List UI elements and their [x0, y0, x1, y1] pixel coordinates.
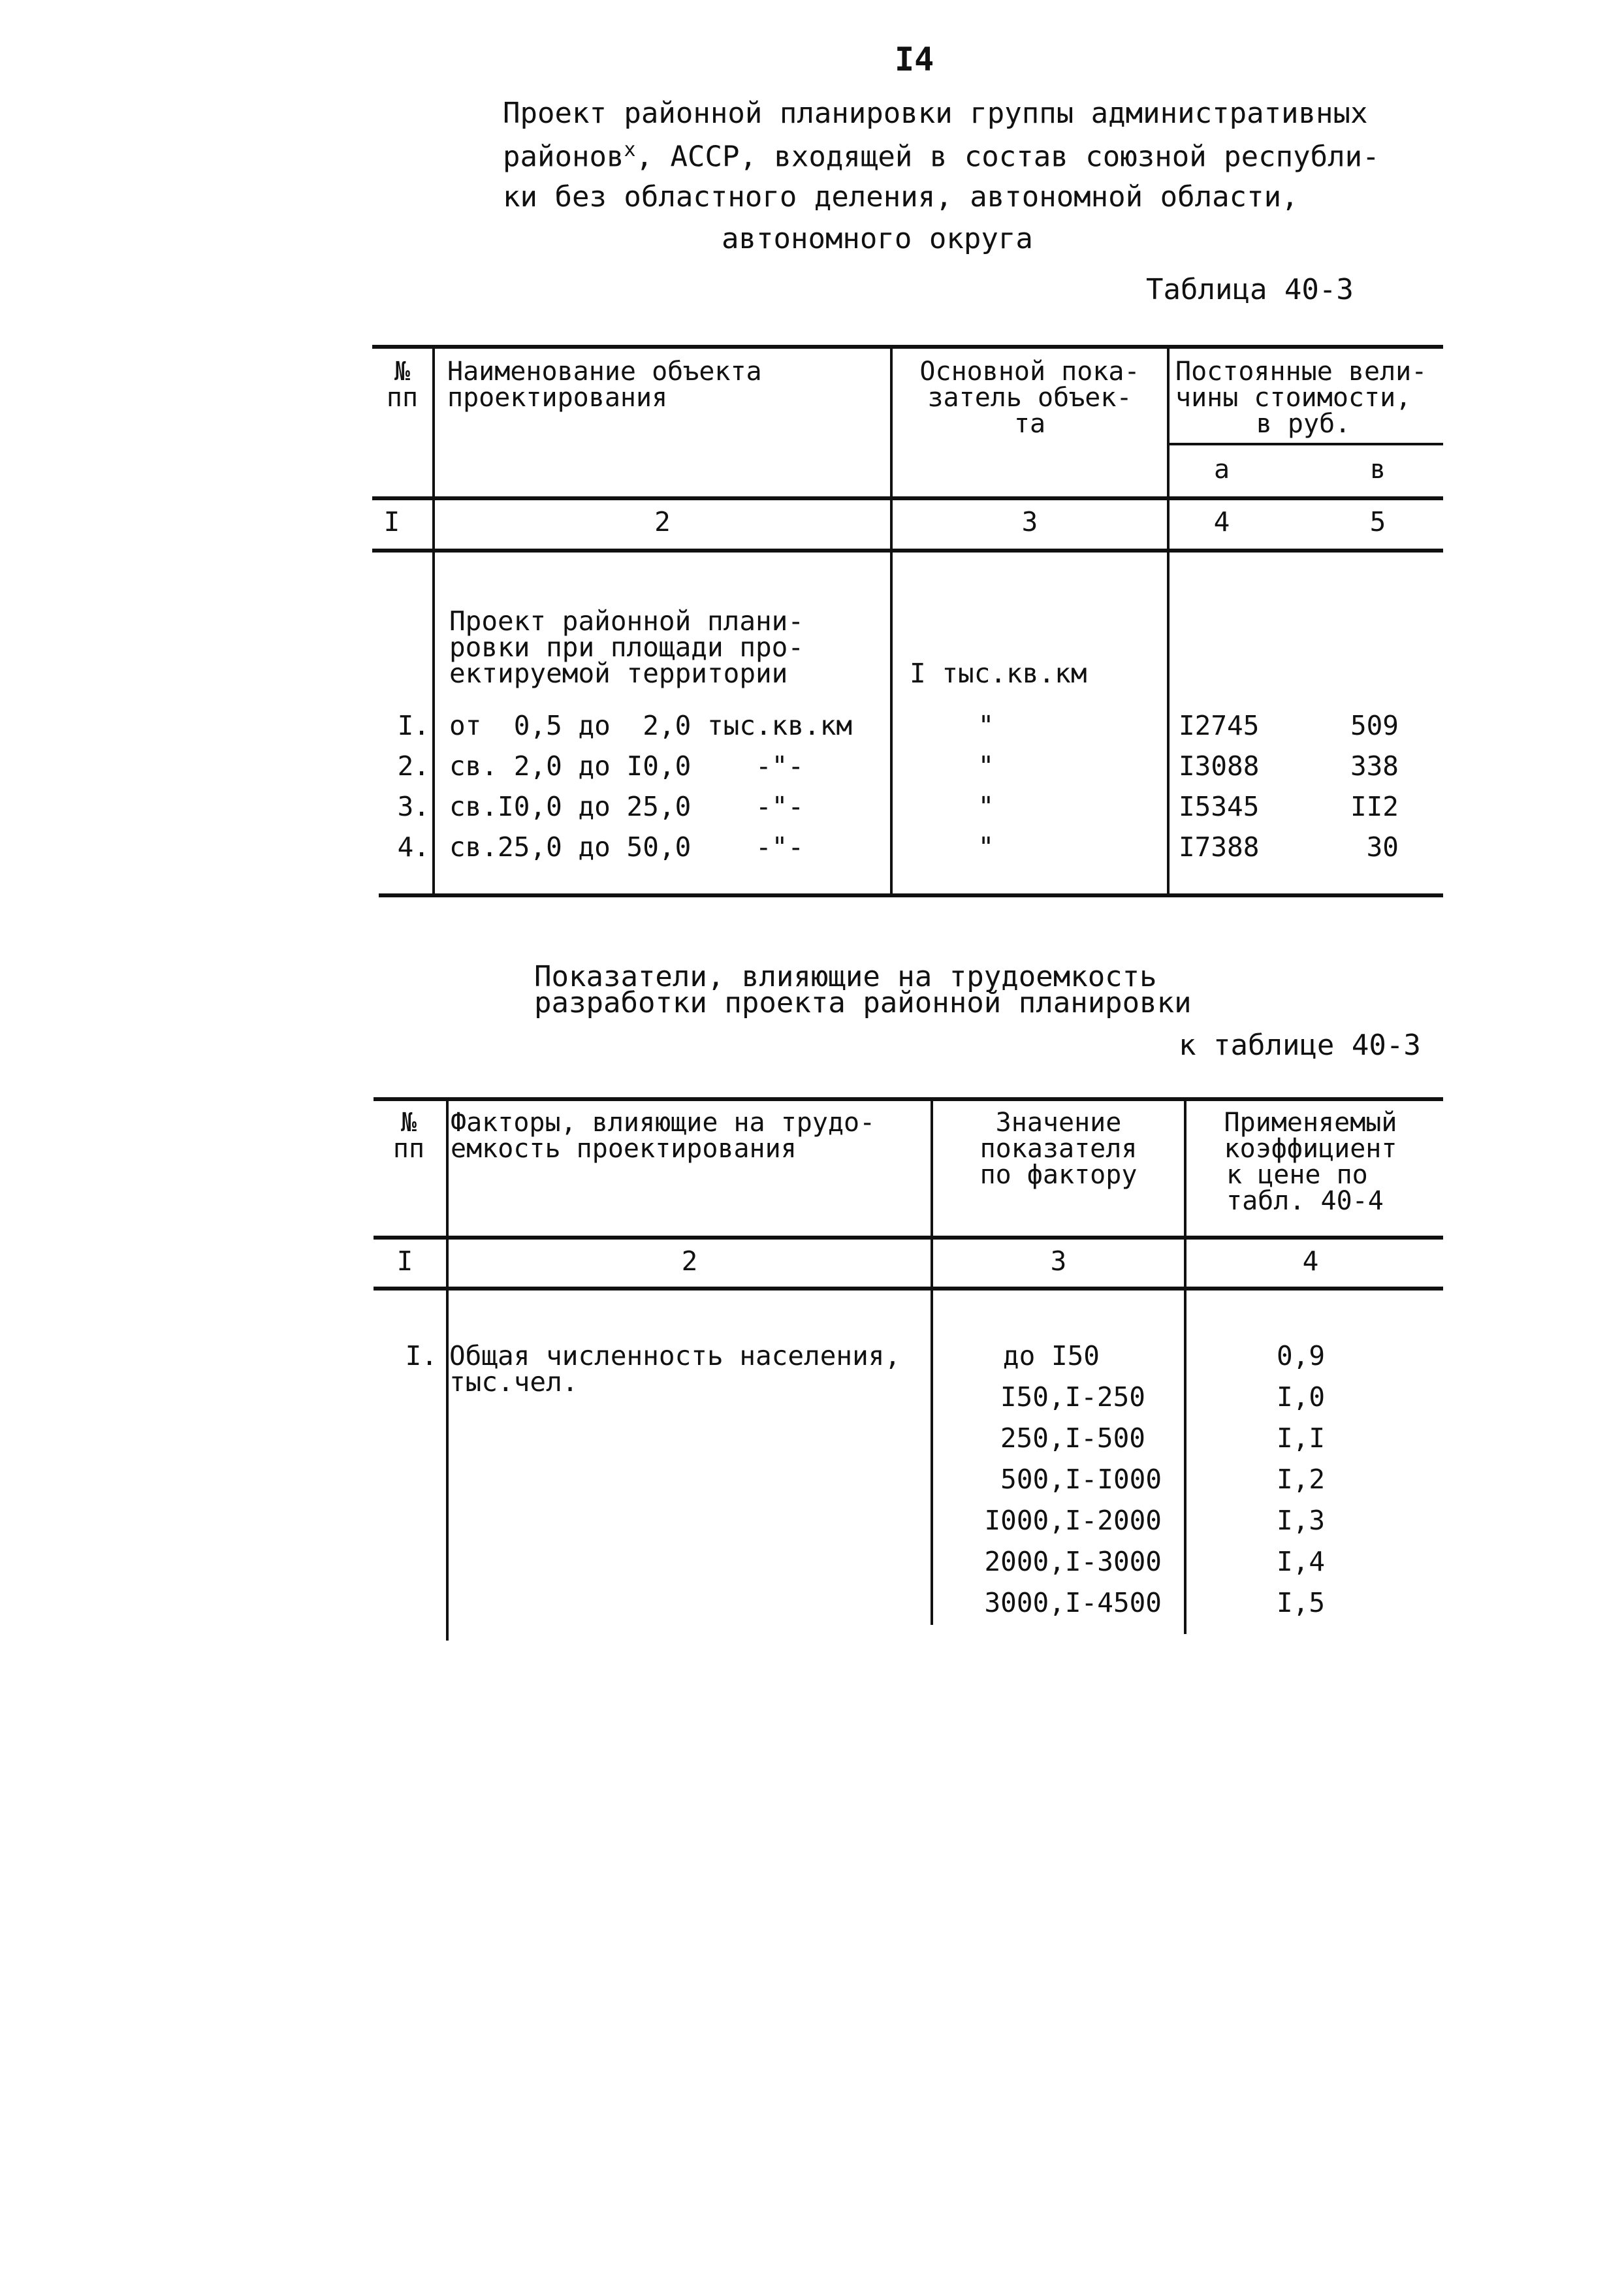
t2-value-5: I000,I-2000: [984, 1505, 1162, 1536]
t1-row3-unit: ": [978, 791, 995, 822]
t1-row2-b: 338: [1350, 750, 1399, 782]
t2-value-1: до I50: [1002, 1340, 1100, 1371]
t1-num-5: 5: [1369, 506, 1386, 537]
t2-num-2: 2: [681, 1245, 698, 1277]
section2-ref: к таблице 40-3: [1179, 1029, 1421, 1062]
table2-vline-1: [446, 1098, 449, 1641]
title-line-1: Проект районной планировки группы административных: [503, 97, 1368, 130]
t1-num-4: 4: [1213, 506, 1230, 537]
t1-h-col45-line3: в руб.: [1256, 409, 1351, 439]
page-number: I4: [895, 40, 934, 78]
t2-coef-3: I,I: [1277, 1422, 1326, 1454]
t1-h-col1-line2: пп: [386, 383, 419, 413]
t1-intro-line-3: ектируемой территории: [449, 658, 788, 689]
t1-row1-a: I2745: [1179, 710, 1260, 741]
table2-header-rule: [374, 1236, 1443, 1240]
table1-header-rule: [372, 496, 1443, 500]
t2-row1-num: I.: [405, 1340, 438, 1371]
title-line-2: [503, 138, 1380, 174]
t1-intro-line-1: Проект районной плани-: [449, 605, 804, 637]
table1-numbering-rule: [372, 549, 1443, 553]
t1-h-col4: а: [1213, 455, 1230, 485]
t2-num-1: I: [396, 1245, 413, 1277]
t2-row1-factor-line-2: тыс.чел.: [449, 1366, 579, 1398]
t2-value-4: 500,I-I000: [1000, 1464, 1162, 1495]
t1-h-col2-line2: проектирования: [447, 383, 668, 413]
table1-vline-1: [432, 346, 435, 893]
section2-title-line-2: разработки проекта районной планировки: [534, 986, 1192, 1019]
t1-row3-num: 3.: [397, 791, 430, 822]
title-line-2-end: , АССР, входящей в состав союзной республи-: [635, 140, 1380, 174]
t2-h-col1-line1: №: [400, 1108, 417, 1138]
table2-numbering-rule: [374, 1287, 1443, 1291]
t1-row4-b: 30: [1366, 831, 1399, 863]
t2-h-col4-line3: к цене по: [1226, 1160, 1368, 1190]
t2-value-3: 250,I-500: [1000, 1422, 1145, 1454]
t1-h-col2-line1: Наименование объекта: [447, 357, 762, 387]
t2-h-col2-line2: емкость проектирования: [451, 1134, 797, 1164]
title-line-4: автономного округа: [722, 222, 1033, 255]
t1-h-col45-line1: Постоянные вели-: [1175, 357, 1427, 387]
t2-h-col4-line1: Применяемый: [1224, 1108, 1397, 1138]
t2-coef-6: I,4: [1277, 1546, 1326, 1577]
table1-label: Таблица 40-3: [1146, 273, 1354, 306]
t1-h-col3-line3: та: [1013, 409, 1046, 439]
t2-h-col2-line1: Факторы, влияющие на трудо-: [451, 1108, 876, 1138]
t1-row2-a: I3088: [1179, 750, 1260, 782]
t2-coef-4: I,2: [1277, 1464, 1326, 1495]
title-line-3: ки без областного деления, автономной области,: [503, 180, 1299, 214]
t2-coef-1: 0,9: [1277, 1340, 1326, 1371]
title-line-2-start: районов: [503, 140, 624, 174]
t2-coef-7: I,5: [1277, 1587, 1326, 1618]
t1-h-col3-line2: затель объек-: [927, 383, 1132, 413]
t2-num-4: 4: [1302, 1245, 1319, 1277]
t1-intro-line-2: ровки при площади про-: [449, 632, 804, 663]
table2-top-rule: [374, 1097, 1443, 1101]
t2-h-col3-line2: показателя: [979, 1134, 1138, 1164]
t1-num-1: I: [383, 506, 400, 537]
title-superscript: x: [624, 138, 636, 161]
t1-row3-a: I5345: [1179, 791, 1260, 822]
section2-title-line-1: Показатели, влияющие на трудоемкость: [534, 960, 1157, 993]
t1-h-col1-line1: №: [394, 357, 411, 387]
t2-row1-factor-line-1: Общая численность населения,: [449, 1340, 901, 1371]
t1-num-3: 3: [1021, 506, 1038, 537]
t1-row2-unit: ": [978, 750, 995, 782]
t1-h-col3-line1: Основной пока-: [919, 357, 1140, 387]
t1-h-col5: в: [1369, 455, 1386, 485]
t1-row3-b: II2: [1350, 791, 1399, 822]
t2-h-col3-line3: по фактору: [979, 1160, 1138, 1190]
t2-h-col1-line2: пп: [392, 1134, 425, 1164]
t2-h-col4-line4: табл. 40-4: [1226, 1186, 1384, 1216]
t1-row4-num: 4.: [397, 831, 430, 863]
t1-row1-unit: ": [978, 710, 995, 741]
t1-num-2: 2: [654, 506, 671, 537]
t2-num-3: 3: [1050, 1245, 1067, 1277]
table1-bottom-rule: [379, 893, 1443, 897]
t1-row1-b: 509: [1350, 710, 1399, 741]
t2-coef-5: I,3: [1277, 1505, 1326, 1536]
t1-row2-name: св. 2,0 до I0,0 -"-: [449, 750, 804, 782]
t2-h-col4-line2: коэффициент: [1224, 1134, 1397, 1164]
t1-h-col45-line2: чины стоимости,: [1175, 383, 1412, 413]
t1-row4-unit: ": [978, 831, 995, 863]
t2-h-col3-line1: Значение: [995, 1108, 1122, 1138]
t2-value-6: 2000,I-3000: [984, 1546, 1162, 1577]
t1-row1-num: I.: [397, 710, 430, 741]
t1-row2-num: 2.: [397, 750, 430, 782]
t1-intro-unit: I тыс.кв.км: [910, 658, 1087, 689]
table1-top-rule: [372, 345, 1443, 349]
t1-row4-name: св.25,0 до 50,0 -"-: [449, 831, 804, 863]
t1-row4-a: I7388: [1179, 831, 1260, 863]
t1-row3-name: св.I0,0 до 25,0 -"-: [449, 791, 804, 822]
t2-value-7: 3000,I-4500: [984, 1587, 1162, 1618]
table2-vline-3: [1184, 1098, 1186, 1634]
t1-row1-name: от 0,5 до 2,0 тыс.кв.км: [449, 710, 853, 741]
t2-coef-2: I,0: [1277, 1381, 1326, 1413]
t2-value-2: I50,I-250: [1000, 1381, 1145, 1413]
table1-ab-rule: [1169, 443, 1443, 445]
